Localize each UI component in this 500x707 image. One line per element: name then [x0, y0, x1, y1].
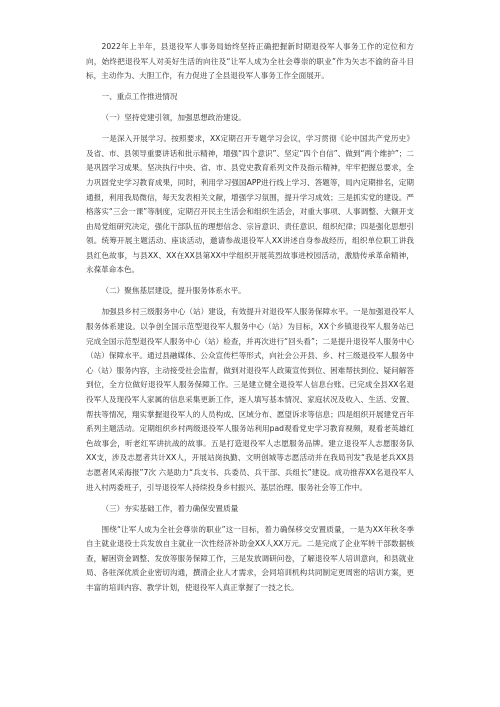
intro-paragraph: 2022年上半年，县退役军人事务局始终坚持正确把握新时期退役军人事务工作的定位和方向，始终把退役军人对美好生活的向往及“让军人成为全社会尊崇的职业”作为矢志不渝的奋斗目标，主动作为、大胆工作，有力促进了全县退役军人事务工作全面展开。 [86, 42, 414, 81]
section-heading: 一、重点工作推进情况 [101, 92, 178, 102]
body-paragraph-1: 一是深入开展学习。按照要求，XX定期召开专题学习会议，学习贯彻《论中国共产党历史》及省、市、县领导重要讲话和批示精神，增强“四个意识”、坚定“四个自信”、做到“两个维护”；二是巩固学习成果。坚决执行中央、省、市、县党史教育系列文件及指示精神，牢牢把握总要求，全力巩固党史学习教育成果，同时，利用学习强国APP进行线上学习、答题等，局内定期排名，定期通报，利用我局微信，每天发表相关文献，增强学习氛围，提升学习成效；三是抓实党的建设。严格落实“三会一课”等制度，定期召开民主生活会和组织生活会，对重大事项、人事调整、大额开支由局党组研究决定，强化干部队伍的理想信念、宗旨意识、责任意识、组织纪律；四是强化思想引领。统筹开展主题活动、座谈活动，邀请参战退役军人XX讲述自身参战经历，组织单位职工讲我县红色故事，与县XX、XX在XX县第XX中学组织开展英烈故事进校园活动，激励传承革命精神，永葆革命本色。 [86, 134, 414, 275]
subsection-heading-3: （三）夯实基础工作，着力确保安置质量 [101, 503, 239, 513]
body-paragraph-3: 围绕“让军人成为全社会尊崇的职业”这一目标，着力确保移交安置质量，一是为XX年秋冬季自主就业退役士兵发放自主就业一次性经济补助金XX人XX万元。二是完成了企业军转干部数据核查，解困资金调整、发放等服务保障工作，三是发放调研问卷，了解退役军人培训意向，和县就业局、各驻深优质企业密切沟通，撰清企业人才需求，会同培训机构共同制定更周密的培训方案，更丰富的培训内容、教学计划，使退役军人真正掌握了一技之长。 [86, 524, 414, 592]
subsection-heading-1: （一）坚持党建引领，加强思想政治建设。 [101, 113, 246, 123]
subsection-heading-2: （二）聚焦基层建设，提升服务体系水平。 [101, 286, 246, 296]
document-body [86, 40, 414, 602]
body-paragraph-2: 加强县乡村三级服务中心（站）建设，有效提升对退役军人服务保障水平。一是加强退役军人服务体系建设。以争创全国示范型退役军人服务中心（站）为目标，XX个乡镇退役军人服务站已完成全国示范型退役军人服务中心（站）检查，并再次进行“回头看”；二是提升退役军人服务中心（站）保障水平。通过县融媒体、公众宣传栏等形式，向社会公开县、乡、村三级退役军人服务中心（站）服务内容，主动接受社会监督，做到对退役军人政策宣传到位、困难帮扶到位、疑问解答到位，全方位做好退役军人服务保障工作。三是建立健全退役军人信息台账。已完成全县XX名退役军人及现役军人家属的信息采集更新工作，逐人填写基本情况、家庭状况及收入、生活、安置、帮扶等情况，翔实掌握退役军人的人员构成、区域分布、愿望诉求等信息；四是组织开展建党百年系列主题活动。定期组织乡村两级退役军人服务站利用pad观看党史学习教育视频，观看老英雄红色故事会，听老红军讲抗战的故事。五是打造退役军人志愿服务品牌。建立退役军人志愿服务队XX支，涉及志愿者共计XX人，开展站岗执勤、文明创城等志愿活动并在我局刊发“我是老兵XX县志愿者风采海报”7次 六是助力“兵支书、兵委员、兵干部、兵组长”建设。成功推荐XX名退役军人进入村两委班子，引导退役军人持续投身乡村振兴、基层治理、服务社会等工作中。 [86, 307, 414, 492]
